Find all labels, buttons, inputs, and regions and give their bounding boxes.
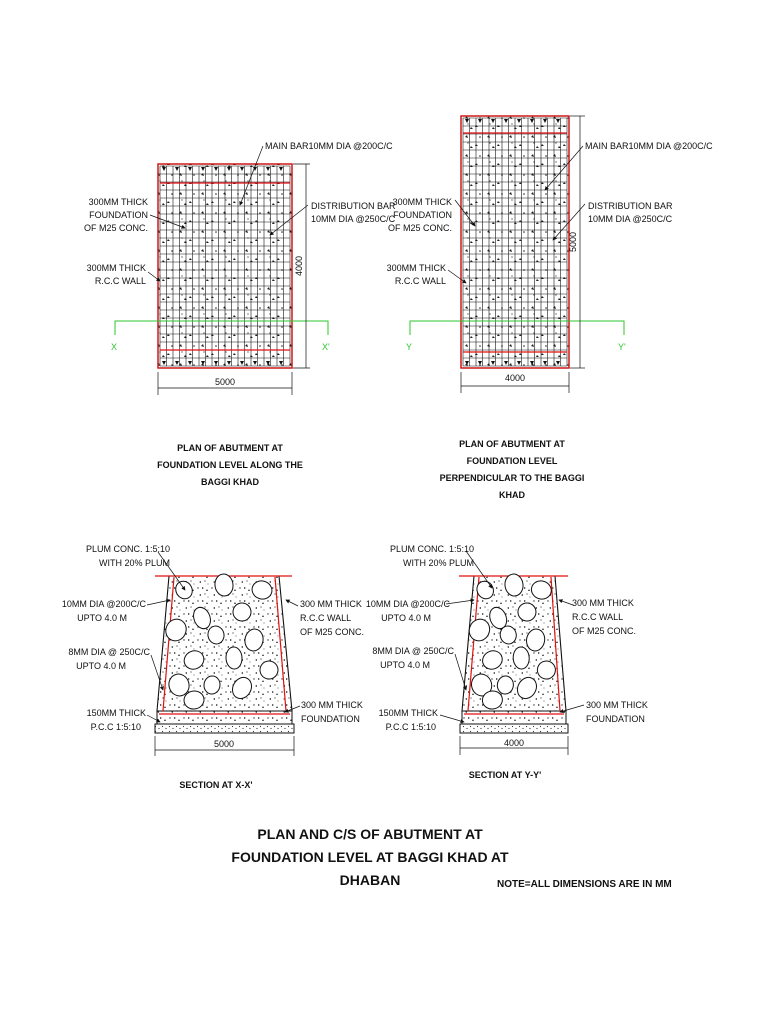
dimension-note: NOTE=ALL DIMENSIONS ARE IN MM [497, 879, 672, 890]
section-xx-plum-label-2: WITH 20% PLUM [98, 558, 170, 568]
section-xx-wall-label-1: 300 MM THICK [300, 599, 362, 609]
section-xx-pcc [155, 724, 294, 733]
section-xx-foundation-label-2: FOUNDATION [301, 714, 360, 724]
section-yy-plum-label-1: PLUM CONC. 1:5:10 [389, 544, 474, 554]
section-yy-caption: SECTION AT Y-Y' [468, 770, 542, 780]
section-xx-pcc-label-1: 150MM THICK [86, 708, 146, 718]
plan-yy-distribution-label-1: DISTRIBUTION BAR [588, 201, 673, 211]
plan-xx-main-bar-label: MAIN BAR10MM DIA @200C/C [265, 141, 393, 151]
section-yy-wall-label-2: R.C.C WALL [572, 612, 624, 622]
section-yy-foundation [462, 711, 566, 724]
sheet-title-3: DHABAN [339, 872, 401, 888]
plan-yy-foundation-label-3: OF M25 CONC. [387, 223, 452, 233]
plan-xx-foundation-label-3: OF M25 CONC. [83, 223, 148, 233]
section-yy-foundation-label-2: FOUNDATION [586, 714, 645, 724]
section-xx-10mm-label-1: 10MM DIA @200C/C [61, 599, 146, 609]
section-yy-10mm-label-1: 10MM DIA @200C/C [365, 599, 450, 609]
plan-yy-axis-right: Y' [618, 342, 626, 352]
section-yy-10mm-label-2: UPTO 4.0 M [381, 613, 431, 623]
plan-xx-distribution-label-1: DISTRIBUTION BAR [311, 201, 396, 211]
section-xx-caption: SECTION AT X-X' [179, 780, 253, 790]
plan-yy-distribution-label-2: 10MM DIA @250C/C [588, 214, 673, 224]
section-yy-wall-label-3: OF M25 CONC. [572, 626, 637, 636]
section-yy-foundation-label-1: 300 MM THICK [586, 700, 648, 710]
plan-xx-caption-3: BAGGI KHAD [201, 477, 259, 487]
plan-xx-rebar-grid [160, 166, 290, 366]
plan-xx-caption-1: PLAN OF ABUTMENT AT [177, 443, 283, 453]
sheet-title-1: PLAN AND C/S OF ABUTMENT AT [257, 826, 483, 842]
section-yy-pcc-label-1: 150MM THICK [378, 708, 438, 718]
section-xx-8mm-label-1: 8MM DIA @ 250C/C [68, 647, 150, 657]
section-yy-plum-label-2: WITH 20% PLUM [402, 558, 474, 568]
plan-yy-dim-width-label: 4000 [504, 373, 526, 383]
plan-yy-foundation-label-1: 300MM THICK [392, 197, 452, 207]
sheet-title-2: FOUNDATION LEVEL AT BAGGI KHAD AT [231, 849, 509, 865]
section-xx-10mm-label-2: UPTO 4.0 M [77, 613, 127, 623]
plan-xx-axis-right: X' [322, 342, 330, 352]
section-yy-pcc [460, 724, 568, 733]
section-yy-pcc-label-2: P.C.C 1:5:10 [385, 722, 436, 732]
plan-yy-wall-label-1: 300MM THICK [386, 263, 446, 273]
section-xx [62, 544, 364, 790]
section-xx-wall-label-2: R.C.C WALL [300, 613, 352, 623]
section-yy-8mm-label-1: 8MM DIA @ 250C/C [372, 646, 454, 656]
plan-yy-caption-2: FOUNDATION LEVEL [466, 456, 558, 466]
plan-yy-caption-3: PERPENDICULAR TO THE BAGGI [439, 473, 585, 483]
section-yy-wall-label-1: 300 MM THICK [572, 598, 634, 608]
plan-yy-caption-1: PLAN OF ABUTMENT AT [459, 439, 565, 449]
plan-xx-caption-2: FOUNDATION LEVEL ALONG THE [157, 460, 303, 470]
section-xx-foundation [157, 711, 292, 724]
plan-yy [387, 116, 714, 500]
plan-xx-wall-label-1: 300MM THICK [86, 263, 146, 273]
section-xx-dim-width-label: 5000 [213, 739, 235, 749]
plan-xx-foundation-label-2: FOUNDATION [89, 210, 148, 220]
section-yy-8mm-label-2: UPTO 4.0 M [380, 660, 430, 670]
section-xx-plum-label-1: PLUM CONC. 1:5:10 [85, 544, 170, 554]
section-xx-pcc-label-2: P.C.C 1:5:10 [90, 722, 141, 732]
section-xx-foundation-label-1: 300 MM THICK [301, 700, 363, 710]
plan-xx-distribution-label-2: 10MM DIA @250C/C [311, 214, 396, 224]
plan-xx-axis-left: X [111, 342, 118, 352]
plan-yy-main-bar-label: MAIN BAR10MM DIA @200C/C [585, 141, 713, 151]
section-yy-dim-width-label: 4000 [503, 738, 525, 748]
plan-yy-foundation-label-2: FOUNDATION [393, 210, 452, 220]
plan-yy-caption-4: KHAD [499, 490, 525, 500]
plan-yy-wall-label-2: R.C.C WALL [394, 276, 446, 286]
section-xx-8mm-label-2: UPTO 4.0 M [76, 661, 126, 671]
plan-xx [84, 141, 396, 487]
section-yy [366, 544, 648, 780]
plan-xx-wall-label-2: R.C.C WALL [94, 276, 146, 286]
plan-xx-foundation-label-1: 300MM THICK [88, 197, 148, 207]
section-xx-wall-label-3: OF M25 CONC. [300, 627, 365, 637]
plan-yy-dim-height-label: 5000 [568, 231, 578, 253]
plan-xx-dim-height-label: 4000 [294, 255, 304, 277]
plan-yy-axis-left: Y [406, 342, 413, 352]
plan-xx-dim-width-label: 5000 [214, 377, 236, 387]
